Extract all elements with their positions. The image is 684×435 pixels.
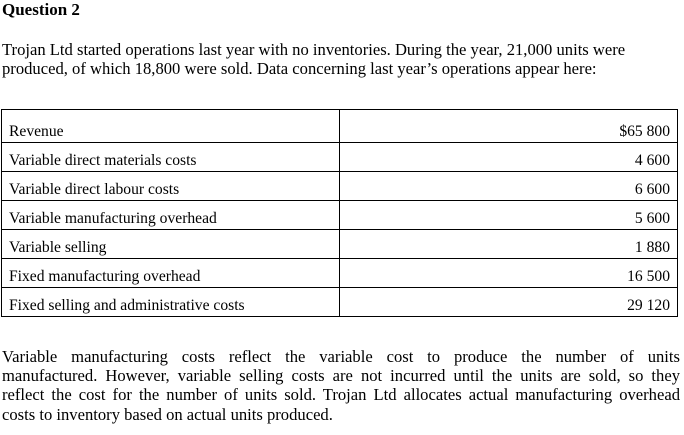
- closing-paragraph: [2, 347, 680, 424]
- row-value: 4 600: [340, 143, 678, 172]
- table-row-revenue: [2, 110, 678, 143]
- question-heading: Question 2: [2, 0, 80, 19]
- table-row-variable-direct-labour: [2, 172, 678, 201]
- row-label: Revenue: [2, 110, 340, 143]
- row-value: $65 800: [340, 110, 678, 143]
- closing-line-3: reflect the cost for the number of units sold. Trojan Ltd allocates actual manufacturing overhead: [2, 385, 680, 405]
- table-row-variable-selling: [2, 230, 678, 259]
- closing-line-2: manufactured. However, variable selling costs are not incurred until the units are sold, so they: [2, 366, 680, 386]
- closing-line-1: Variable manufacturing costs reflect the variable cost to produce the number of units: [2, 347, 680, 366]
- row-label: Variable manufacturing overhead: [2, 201, 340, 230]
- table-row-variable-direct-materials: [2, 143, 678, 172]
- intro-line-1: Trojan Ltd started operations last year with no inventories. During the year, 21,000 units were: [2, 40, 626, 59]
- operations-data-table: [1, 109, 678, 317]
- row-label: Variable direct labour costs: [2, 172, 340, 201]
- row-label: Variable direct materials costs: [2, 143, 340, 172]
- row-value: 6 600: [340, 172, 678, 201]
- row-label: Fixed selling and administrative costs: [2, 288, 340, 317]
- table-row-fixed-manufacturing-overhead: [2, 259, 678, 288]
- row-value: 16 500: [340, 259, 678, 288]
- intro-paragraph: [2, 40, 680, 78]
- row-label: Fixed manufacturing overhead: [2, 259, 340, 288]
- table-row-variable-manufacturing-overhead: [2, 201, 678, 230]
- intro-line-2: produced, of which 18,800 were sold. Data concerning last year’s operations appear here:: [2, 59, 597, 78]
- table-row-fixed-selling-admin: [2, 288, 678, 317]
- row-value: 1 880: [340, 230, 678, 259]
- row-value: 29 120: [340, 288, 678, 317]
- row-label: Variable selling: [2, 230, 340, 259]
- closing-line-4: costs to inventory based on actual units produced.: [2, 404, 333, 424]
- row-value: 5 600: [340, 201, 678, 230]
